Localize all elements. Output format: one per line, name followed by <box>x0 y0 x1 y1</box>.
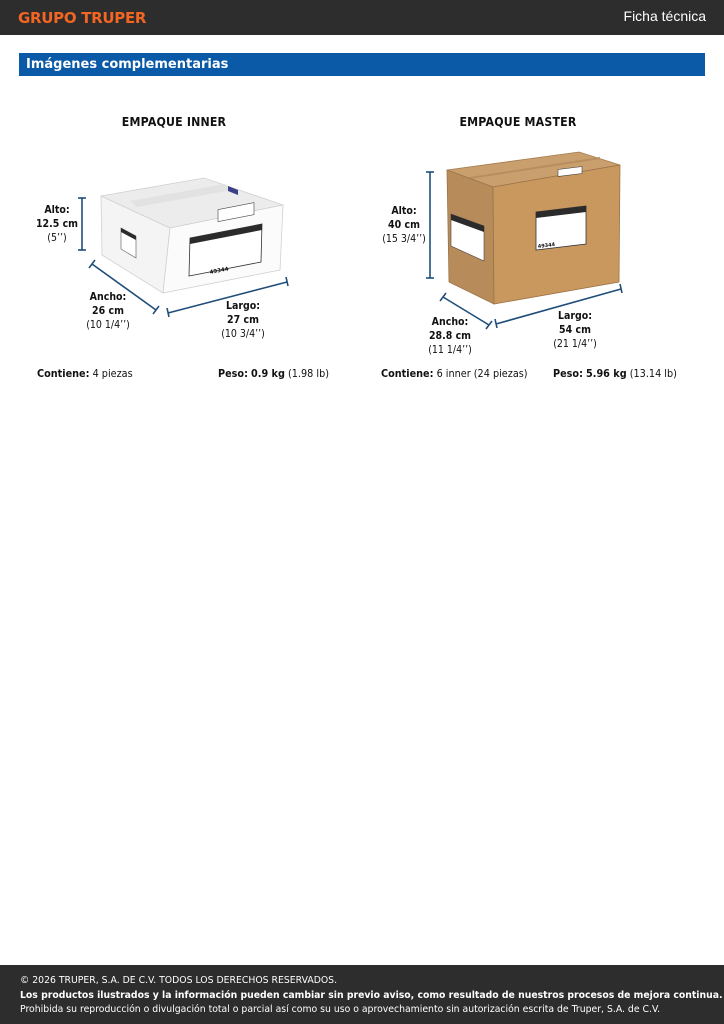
inner-largo-label: Largo: 27 cm (10 3/4’’) <box>221 300 265 340</box>
footer-prohibition: Prohibida su reproducción o divulgación total o parcial así como su uso o aprovechamiento sin autorización escrita de Truper, S.A. de C.V. <box>20 1004 661 1015</box>
inner-ancho-label: Ancho: 26 cm (10 1/4’’) <box>86 291 130 331</box>
inner-box-image <box>101 178 283 293</box>
master-ancho-label: Ancho: 28.8 cm (11 1/4’’) <box>428 316 472 356</box>
packaging-illustrations <box>0 0 724 420</box>
inner-package-title: EMPAQUE INNER <box>121 114 227 129</box>
master-box-image <box>447 152 620 304</box>
section-title: Imágenes complementarias <box>26 57 229 72</box>
footer <box>0 965 724 1024</box>
master-largo-label: Largo: 54 cm (21 1/4’’) <box>553 310 597 350</box>
inner-weight: Peso: 0.9 kg (1.98 lb) <box>218 367 330 380</box>
master-weight: Peso: 5.96 kg (13.14 lb) <box>553 367 677 380</box>
inner-alto-label: Alto: 12.5 cm (5’’) <box>35 204 79 244</box>
document-type: Ficha técnica <box>623 8 706 24</box>
footer-copyright: © 2026 TRUPER, S.A. DE C.V. TODOS LOS DERECHOS RESERVADOS. <box>20 975 338 986</box>
master-package-title: EMPAQUE MASTER <box>459 114 577 129</box>
master-alto-label: Alto: 40 cm (15 3/4’’) <box>382 205 426 245</box>
footer-notice: Los productos ilustrados y la información pueden cambiar sin previo aviso, como resultado de nuestros procesos de mejora continua. <box>20 990 723 1001</box>
master-box-code: 49344 <box>537 241 556 250</box>
inner-box-code: 49344 <box>209 266 230 276</box>
brand-logo[interactable]: GRUPO TRUPER <box>18 9 147 27</box>
inner-contents: Contiene: 4 piezas <box>37 367 133 380</box>
master-contents: Contiene: 6 inner (24 piezas) <box>381 367 528 380</box>
